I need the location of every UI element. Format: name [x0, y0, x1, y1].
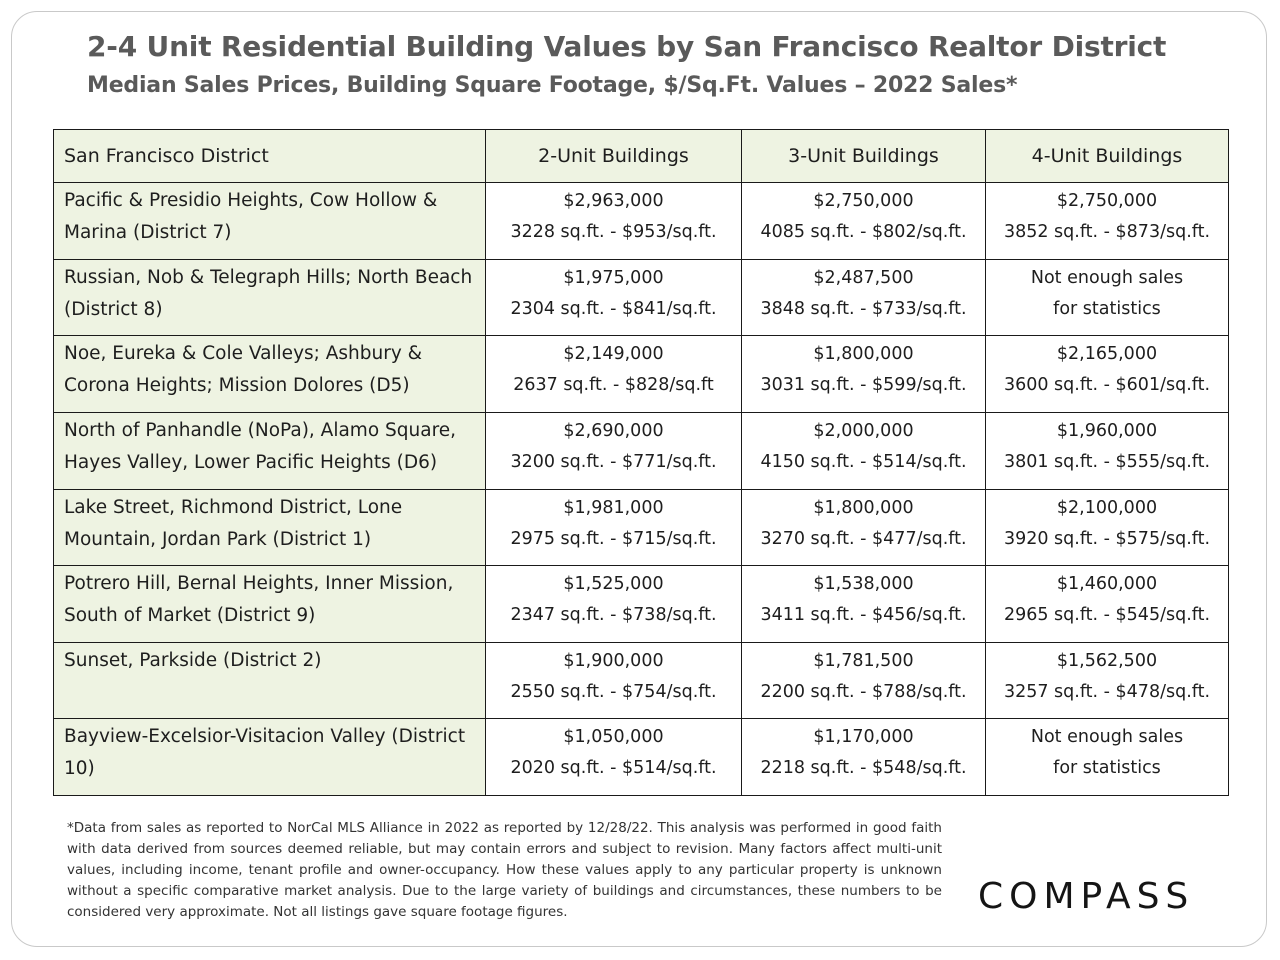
value-cell-4-unit	[986, 336, 1229, 413]
page-title: 2-4 Unit Residential Building Values by San Francisco Realtor District	[87, 30, 1167, 63]
median-price: $2,963,000	[563, 191, 664, 211]
compass-logo: COMPASS	[978, 876, 1195, 917]
median-price: $1,800,000	[813, 497, 914, 518]
sqft-detail: 3411 sq.ft. - $456/sq.ft.	[760, 605, 967, 626]
footnote: *Data from sales as reported to NorCal MLS Alliance in 2022 as reported by 12/28/22. This analysis was performed in good faith with data derived from sources deemed reliable, but may contain errors and subject to revision. Many factors affect multi-unit values, including income, tenant profile and owner-occupancy. How these values apply to any particular property is unknown without a specific comparative market analysis. Due to the large variety of buildings and circumstances, these numbers to be considered very approximate. Not all listings gave square footage figures.	[67, 820, 942, 920]
sqft-detail: 3852 sq.ft. - $873/sq.ft.	[1003, 222, 1211, 242]
value-cell-4-unit	[986, 566, 1229, 643]
sqft-detail: 2218 sq.ft. - $548/sq.ft.	[760, 758, 967, 779]
column-header-2-unit: 2-Unit Buildings	[486, 130, 742, 183]
value-cell-2-unit	[486, 259, 742, 336]
sqft-detail: 2200 sq.ft. - $788/sq.ft.	[760, 681, 967, 702]
sqft-detail: 4085 sq.ft. - $802/sq.ft.	[760, 222, 967, 242]
header-row	[54, 130, 1229, 183]
value-cell-4-unit	[986, 489, 1229, 566]
sqft-detail: 4150 sq.ft. - $514/sq.ft.	[760, 451, 967, 472]
sqft-detail: 3257 sq.ft. - $478/sq.ft.	[1003, 681, 1211, 702]
table-body	[54, 183, 1229, 796]
table-row	[54, 719, 1229, 796]
value-cell-4-unit	[986, 719, 1229, 796]
value-cell-4-unit	[986, 183, 1229, 260]
table-row	[54, 336, 1229, 413]
median-price: $1,562,500	[1056, 650, 1158, 671]
median-price: $2,100,000	[1056, 497, 1158, 518]
median-price: Not enough sales	[1030, 727, 1184, 748]
value-cell-3-unit	[742, 566, 986, 643]
sqft-detail: 2020 sq.ft. - $514/sq.ft.	[510, 758, 717, 779]
district-name-cell: Sunset, Parkside (District 2)	[54, 642, 486, 719]
sqft-detail: 3200 sq.ft. - $771/sq.ft.	[510, 451, 717, 472]
district-name-cell: Lake Street, Richmond District, Lone Mountain, Jordan Park (District 1)	[54, 489, 486, 566]
value-cell-3-unit	[742, 489, 986, 566]
sqft-detail: 3228 sq.ft. - $953/sq.ft.	[510, 222, 717, 242]
value-cell-2-unit	[486, 642, 742, 719]
median-price: $1,525,000	[563, 574, 664, 595]
value-cell-2-unit	[486, 719, 742, 796]
table-row	[54, 183, 1229, 260]
value-cell-3-unit	[742, 259, 986, 336]
median-price: $2,750,000	[813, 191, 914, 211]
sqft-detail: 2347 sq.ft. - $738/sq.ft.	[510, 605, 717, 626]
sqft-detail: 2975 sq.ft. - $715/sq.ft.	[510, 528, 717, 549]
value-cell-3-unit	[742, 719, 986, 796]
value-cell-2-unit	[486, 489, 742, 566]
median-price: $1,050,000	[563, 727, 664, 748]
median-price: $1,960,000	[1056, 420, 1158, 441]
value-cell-2-unit	[486, 412, 742, 489]
values-table	[53, 129, 1229, 796]
district-name-cell: Potrero Hill, Bernal Heights, Inner Mission, South of Market (District 9)	[54, 566, 486, 643]
table-row	[54, 489, 1229, 566]
value-cell-4-unit	[986, 259, 1229, 336]
sqft-detail: 3801 sq.ft. - $555/sq.ft.	[1003, 451, 1211, 472]
table-row	[54, 259, 1229, 336]
median-price: $2,165,000	[1056, 344, 1158, 365]
value-cell-3-unit	[742, 642, 986, 719]
district-name-cell: Noe, Eureka & Cole Valleys; Ashbury & Corona Heights; Mission Dolores (D5)	[54, 336, 486, 413]
sqft-detail: 3031 sq.ft. - $599/sq.ft.	[760, 375, 967, 396]
median-price: $1,781,500	[813, 650, 914, 671]
median-price: $1,800,000	[813, 344, 914, 365]
value-cell-3-unit	[742, 336, 986, 413]
median-price: $2,149,000	[563, 344, 664, 365]
page-subtitle: Median Sales Prices, Building Square Footage, $/Sq.Ft. Values – 2022 Sales*	[87, 73, 1018, 98]
value-cell-3-unit	[742, 183, 986, 260]
sqft-detail: 2637 sq.ft. - $828/sq.ft	[513, 375, 714, 396]
median-price: $1,460,000	[1056, 574, 1158, 595]
district-name-cell: North of Panhandle (NoPa), Alamo Square, Hayes Valley, Lower Pacific Heights (D6)	[54, 412, 486, 489]
value-cell-3-unit	[742, 412, 986, 489]
column-header-district: San Francisco District	[54, 130, 486, 183]
table-row	[54, 642, 1229, 719]
median-price: Not enough sales	[1030, 267, 1184, 288]
median-price: $1,538,000	[813, 574, 914, 595]
sqft-detail: 3270 sq.ft. - $477/sq.ft.	[760, 528, 967, 549]
value-cell-2-unit	[486, 183, 742, 260]
value-cell-2-unit	[486, 566, 742, 643]
sqft-detail: 2304 sq.ft. - $841/sq.ft.	[510, 298, 717, 319]
value-cell-2-unit	[486, 336, 742, 413]
median-price: $2,750,000	[1056, 191, 1158, 211]
median-price: $1,170,000	[813, 727, 914, 748]
sqft-detail: 3600 sq.ft. - $601/sq.ft.	[1003, 375, 1211, 396]
district-name-cell: Bayview-Excelsior-Visitacion Valley (District 10)	[54, 719, 486, 796]
sqft-detail: 3848 sq.ft. - $733/sq.ft.	[760, 298, 967, 319]
district-name-cell: Pacific & Presidio Heights, Cow Hollow & Marina (District 7)	[54, 183, 486, 260]
sqft-detail: 2550 sq.ft. - $754/sq.ft.	[510, 681, 717, 702]
table-row	[54, 412, 1229, 489]
value-cell-4-unit	[986, 412, 1229, 489]
value-cell-4-unit	[986, 642, 1229, 719]
sqft-detail: 3920 sq.ft. - $575/sq.ft.	[1003, 528, 1211, 549]
sqft-detail: for statistics	[1053, 298, 1161, 319]
column-header-4-unit: 4-Unit Buildings	[986, 130, 1229, 183]
median-price: $1,981,000	[563, 497, 664, 518]
column-header-3-unit: 3-Unit Buildings	[742, 130, 986, 183]
table-row	[54, 566, 1229, 643]
median-price: $2,000,000	[813, 420, 914, 441]
median-price: $2,690,000	[563, 420, 664, 441]
sqft-detail: 2965 sq.ft. - $545/sq.ft.	[1003, 605, 1211, 626]
sqft-detail: for statistics	[1053, 758, 1161, 779]
district-name-cell: Russian, Nob & Telegraph Hills; North Beach (District 8)	[54, 259, 486, 336]
median-price: $2,487,500	[813, 267, 914, 288]
median-price: $1,975,000	[563, 267, 664, 288]
median-price: $1,900,000	[563, 650, 664, 671]
